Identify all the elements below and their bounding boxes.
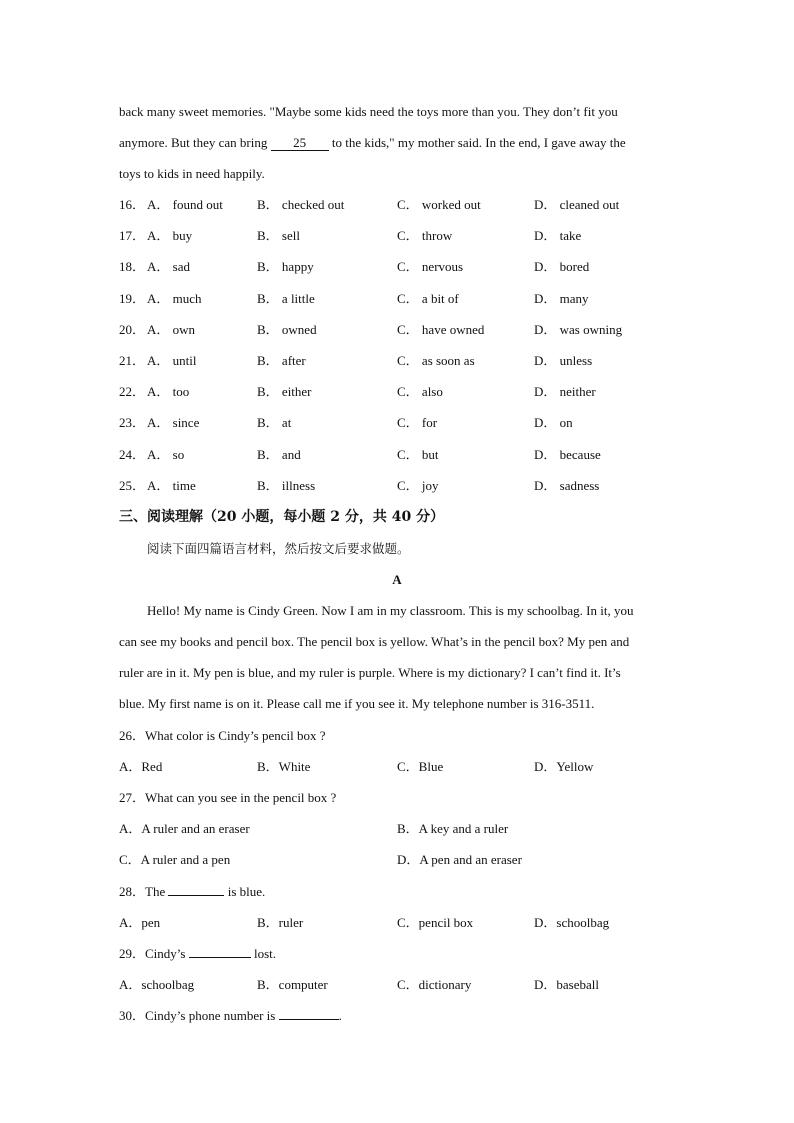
question-28-stem-pre: 28．The bbox=[119, 884, 169, 899]
cloze-option-d: D． on bbox=[534, 415, 573, 431]
reading-passage-line-3: ruler are in it. My pen is blue, and my ruler is purple. Where is my dictionary? I can’t find it. It’s bbox=[119, 665, 621, 680]
cloze-option-d: D． sadness bbox=[534, 477, 600, 493]
question-27-option-c: C．A ruler and a pen bbox=[119, 852, 231, 867]
cloze-option-b: B． checked out bbox=[257, 197, 345, 212]
cloze-question-number: 20． bbox=[119, 321, 146, 337]
passage-line-2-pre: anymore. But they can bring bbox=[119, 135, 271, 150]
question-26-option-d: D．Yellow bbox=[534, 759, 594, 774]
passage-line-2-post: to the kids," my mother said. In the end, I gave away the bbox=[328, 135, 626, 150]
reading-passage-line-2: can see my books and pencil box. The pencil box is yellow. What’s in the pencil box? My pen and bbox=[119, 634, 630, 649]
question-29-option-b: B．computer bbox=[257, 977, 328, 992]
cloze-option-d: D． was owning bbox=[534, 321, 623, 337]
cloze-question-number: 25． bbox=[119, 477, 146, 493]
section-heading: 三、阅读理解（20 小题，每小题 2 分，共 40 分） bbox=[119, 509, 445, 525]
cloze-option-c: C． have owned bbox=[397, 321, 485, 337]
question-28-option-a: A．pen bbox=[119, 915, 161, 930]
question-29-option-c: C．dictionary bbox=[397, 977, 472, 992]
cloze-option-b: B． owned bbox=[257, 321, 317, 337]
cloze-blank-25: 25 bbox=[271, 136, 329, 151]
cloze-option-b: B． at bbox=[257, 415, 292, 431]
cloze-question-number: 21． bbox=[119, 353, 146, 368]
cloze-option-d: D． cleaned out bbox=[534, 197, 620, 212]
cloze-option-d: D． because bbox=[534, 446, 601, 462]
cloze-option-b: B． after bbox=[257, 353, 306, 368]
question-26-option-a: A．Red bbox=[119, 759, 163, 774]
cloze-option-c: C． a bit of bbox=[397, 290, 459, 306]
cloze-option-c: C． joy bbox=[397, 477, 439, 493]
cloze-option-c: C． also bbox=[397, 384, 443, 400]
cloze-option-c: C． for bbox=[397, 415, 438, 431]
cloze-option-b: B． either bbox=[257, 384, 312, 400]
reading-passage-line-1: Hello! My name is Cindy Green. Now I am in my classroom. This is my schoolbag. In it, you bbox=[147, 603, 634, 618]
cloze-option-a: A． time bbox=[147, 477, 196, 493]
reading-passage-line-4: blue. My first name is on it. Please call me if you see it. My telephone number is 316-3511. bbox=[119, 696, 595, 711]
question-29-stem bbox=[119, 946, 276, 962]
cloze-question-number: 16． bbox=[119, 197, 146, 212]
question-26-stem: 26．What color is Cindy’s pencil box ? bbox=[119, 728, 326, 743]
passage-line-2 bbox=[119, 135, 626, 151]
question-30-stem-post: . bbox=[338, 1008, 342, 1023]
question-27-option-b: B．A key and a ruler bbox=[397, 821, 509, 836]
question-27-option-d: D．A pen and an eraser bbox=[397, 852, 522, 867]
question-29-option-a: A．schoolbag bbox=[119, 977, 195, 992]
cloze-option-c: C． nervous bbox=[397, 259, 464, 275]
question-28-option-d: D．schoolbag bbox=[534, 915, 610, 930]
cloze-option-a: A． sad bbox=[147, 259, 190, 275]
question-27-stem: 27．What can you see in the pencil box ? bbox=[119, 790, 337, 805]
cloze-question-number: 24． bbox=[119, 446, 146, 462]
cloze-question-number: 17． bbox=[119, 228, 146, 244]
section-instruction: 阅读下面四篇语言材料，然后按文后要求做题。 bbox=[147, 541, 410, 556]
question-30-blank bbox=[279, 1019, 339, 1020]
cloze-option-d: D． take bbox=[534, 228, 582, 244]
cloze-option-b: B． sell bbox=[257, 228, 300, 244]
cloze-question-number: 18． bbox=[119, 259, 146, 275]
cloze-option-d: D． bored bbox=[534, 259, 590, 275]
question-28-option-b: B．ruler bbox=[257, 915, 304, 930]
question-29-stem-pre: 29．Cindy’s bbox=[119, 946, 189, 961]
question-29-blank bbox=[189, 957, 251, 958]
question-26-option-c: C．Blue bbox=[397, 759, 444, 774]
cloze-option-a: A． much bbox=[147, 290, 202, 306]
passage-line-1: back many sweet memories. "Maybe some kids need the toys more than you. They don’t fit you bbox=[119, 104, 618, 119]
question-26-option-b: B．White bbox=[257, 759, 311, 774]
question-28-stem bbox=[119, 884, 265, 900]
question-28-option-c: C．pencil box bbox=[397, 915, 474, 930]
cloze-question-number: 19． bbox=[119, 290, 146, 306]
question-29-stem-post: lost. bbox=[250, 946, 277, 961]
cloze-option-c: C． but bbox=[397, 446, 439, 462]
passage-label: A bbox=[392, 572, 402, 587]
cloze-option-d: D． unless bbox=[534, 353, 593, 368]
cloze-option-a: A． found out bbox=[147, 197, 223, 212]
cloze-option-a: A． since bbox=[147, 415, 200, 431]
cloze-option-b: B． illness bbox=[257, 477, 316, 493]
cloze-option-a: A． buy bbox=[147, 228, 193, 244]
question-28-blank bbox=[168, 895, 224, 896]
passage-line-3: toys to kids in need happily. bbox=[119, 166, 265, 181]
cloze-option-b: B． and bbox=[257, 446, 301, 462]
cloze-option-c: C． worked out bbox=[397, 197, 481, 212]
cloze-option-d: D． neither bbox=[534, 384, 596, 400]
cloze-option-a: A． too bbox=[147, 384, 190, 400]
cloze-option-d: D． many bbox=[534, 290, 589, 306]
cloze-option-b: B． a little bbox=[257, 290, 315, 306]
question-27-option-a: A．A ruler and an eraser bbox=[119, 821, 250, 836]
cloze-question-number: 22． bbox=[119, 384, 146, 400]
question-28-stem-post: is blue. bbox=[224, 884, 266, 899]
cloze-option-a: A． own bbox=[147, 321, 196, 337]
question-29-option-d: D．baseball bbox=[534, 977, 599, 992]
cloze-option-a: A． until bbox=[147, 353, 197, 368]
question-30-stem-pre: 30．Cindy’s phone number is bbox=[119, 1008, 279, 1023]
cloze-option-b: B． happy bbox=[257, 259, 314, 275]
question-30-stem bbox=[119, 1008, 342, 1024]
cloze-option-c: C． throw bbox=[397, 228, 453, 244]
cloze-option-a: A． so bbox=[147, 446, 185, 462]
cloze-question-number: 23． bbox=[119, 415, 146, 431]
cloze-option-c: C． as soon as bbox=[397, 353, 475, 368]
